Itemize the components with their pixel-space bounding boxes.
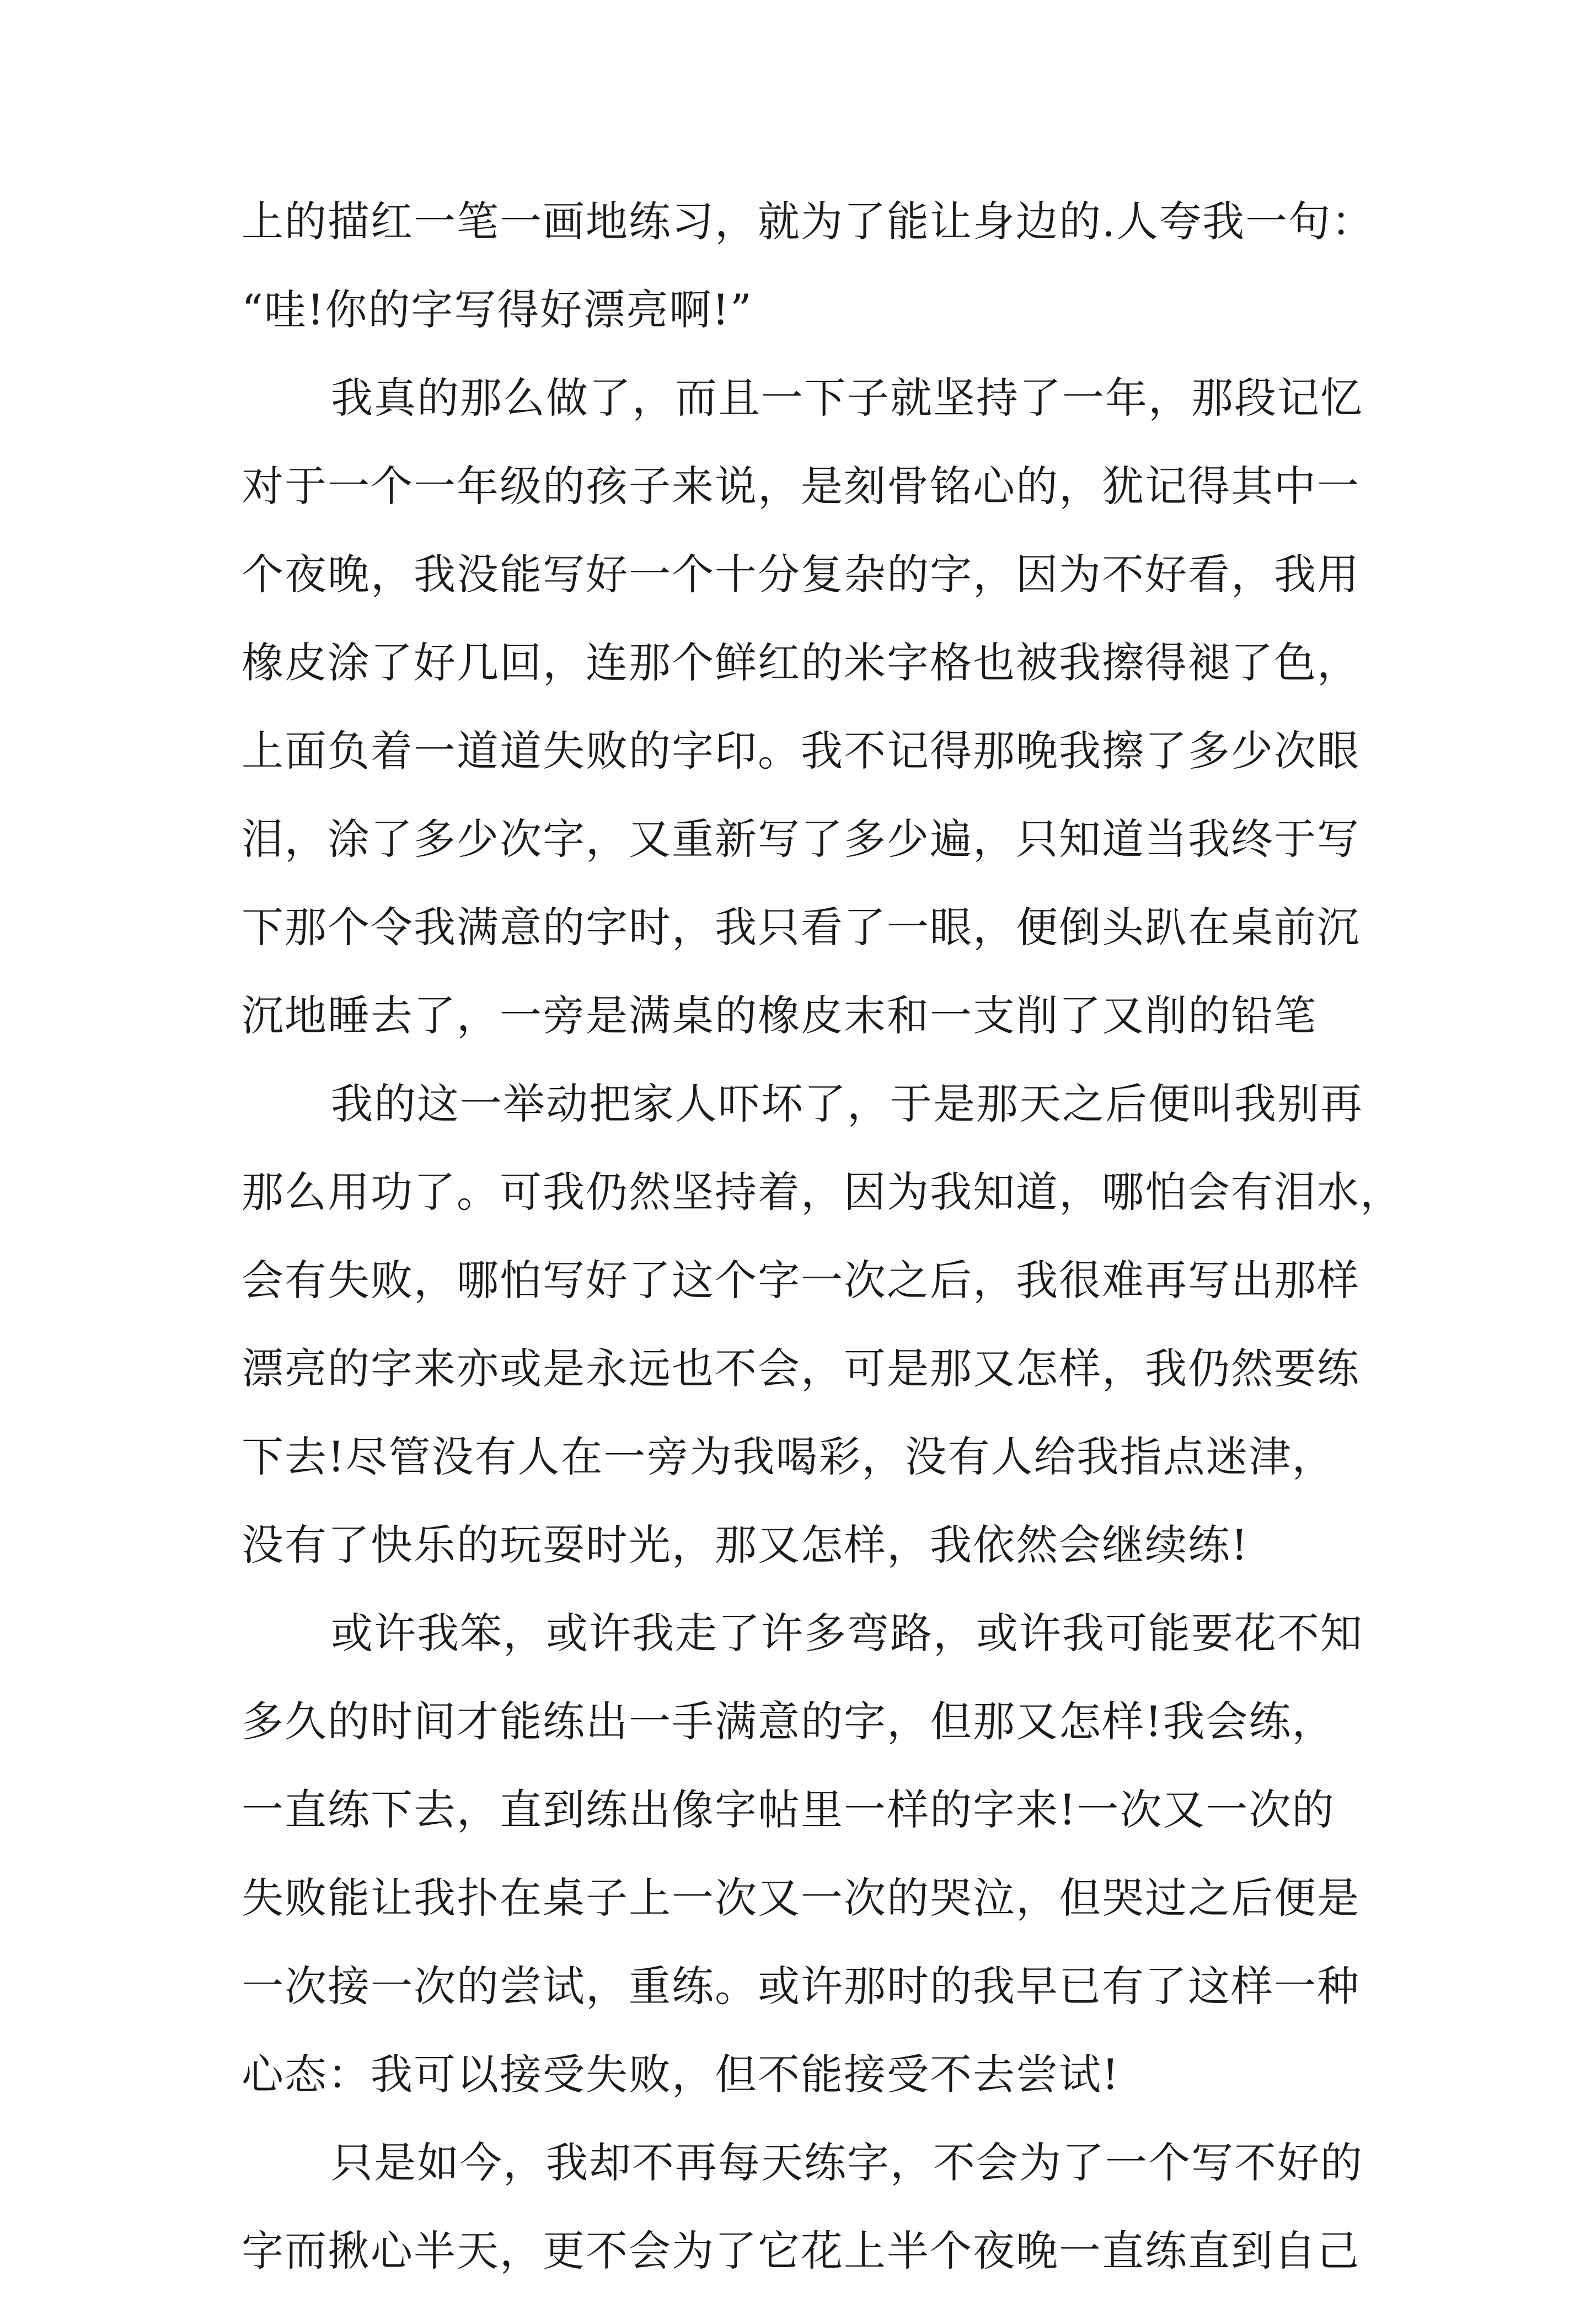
text-line: 心态：我可以接受失败，但不能接受不去尝试! — [242, 2050, 1120, 2099]
paragraph-first-line: 我真的那么做了，而且一下子就坚持了一年，那段记忆 — [331, 373, 1363, 422]
text-line: 对于一个一年级的孩子来说，是刻骨铭心的，犹记得其中一 — [242, 462, 1360, 511]
paragraph-first-line: 或许我笨，或许我走了许多弯路，或许我可能要花不知 — [331, 1609, 1363, 1658]
text-line: 个夜晚，我没能写好一个十分复杂的字，因为不好看，我用 — [242, 550, 1360, 599]
text-line: 一直练下去，直到练出像字帖里一样的字来!一次又一次的 — [242, 1785, 1335, 1834]
text-line: 多久的时间才能练出一手满意的字，但那又怎样!我会练， — [242, 1697, 1335, 1746]
text-line: 那么用功了。可我仍然坚持着，因为我知道，哪怕会有泪水， — [242, 1167, 1403, 1217]
paragraph-first-line: 我的这一举动把家人吓坏了，于是那天之后便叫我别再 — [331, 1079, 1363, 1128]
text-line: 字而揪心半天，更不会为了它花上半个夜晚一直练直到自己 — [242, 2226, 1360, 2275]
paragraph-first-line: 只是如今，我却不再每天练字，不会为了一个写不好的 — [331, 2138, 1363, 2187]
text-line: 上面负着一道道失败的字印。我不记得那晚我擦了多少次眼 — [242, 726, 1360, 775]
document-body — [242, 196, 1403, 2314]
text-line: 失败能让我扑在桌子上一次又一次的哭泣，但哭过之后便是 — [242, 1873, 1360, 1922]
text-line: 会有失败，哪怕写好了这个字一次之后，我很难再写出那样 — [242, 1256, 1360, 1305]
text-line: 上的描红一笔一画地练习，就为了能让身边的.人夸我一句： — [242, 197, 1375, 246]
text-line: 一次接一次的尝试，重练。或许那时的我早已有了这样一种 — [242, 1962, 1360, 2011]
text-line: 漂亮的字来亦或是永远也不会，可是那又怎样，我仍然要练 — [242, 1344, 1360, 1393]
text-line: 橡皮涂了好几回，连那个鲜红的米字格也被我擦得褪了色， — [242, 638, 1360, 687]
text-line: 泪，涂了多少次字，又重新写了多少遍，只知道当我终于写 — [242, 815, 1360, 864]
text-line: 下去!尽管没有人在一旁为我喝彩，没有人给我指点迷津， — [242, 1432, 1335, 1481]
text-line: 没有了快乐的玩耍时光，那又怎样，我依然会继续练! — [242, 1520, 1249, 1570]
text-line: 沉地睡去了，一旁是满桌的橡皮末和一支削了又削的铅笔 — [242, 991, 1317, 1040]
text-line: 下那个令我满意的字时，我只看了一眼，便倒头趴在桌前沉 — [242, 903, 1360, 952]
text-line: “哇!你的字写得好漂亮啊!” — [242, 285, 753, 334]
